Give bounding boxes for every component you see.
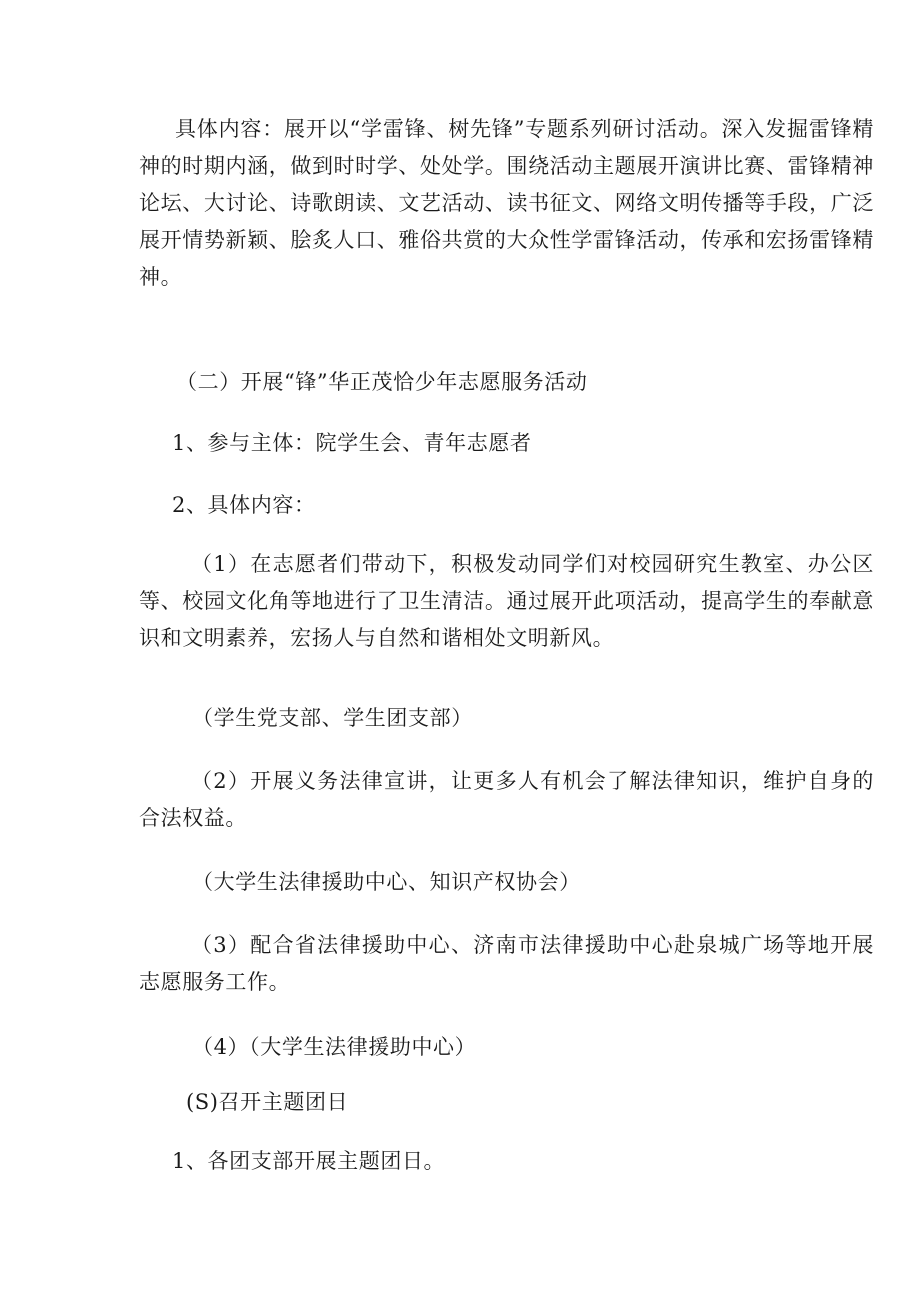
item-theme-day: 1、各团支部开展主题团日。 bbox=[172, 1149, 446, 1173]
item-content-label: 2、具体内容： bbox=[172, 493, 316, 517]
organizer-legal-aid: （大学生法律援助中心、知识产权协会） bbox=[192, 870, 581, 894]
heading-volunteer-activity: （二）开展“锋”华正茂恰少年志愿服务活动 bbox=[176, 370, 588, 394]
item-four: （4）（大学生法律援助中心） bbox=[192, 1035, 477, 1059]
paragraph-cleaning-activity: （1）在志愿者们带动下，积极发动同学们对校园研究生教室、办公区等、校园文化角等地进行了卫生清洁。通过展开此项活动，提高学生的奉献意识和文明素养，宏扬人与自然和谐相处文明新风。 bbox=[139, 552, 874, 650]
item-participants: 1、参与主体：院学生会、青年志愿者 bbox=[172, 431, 532, 455]
paragraph-legal-lecture: （2）开展义务法律宣讲，让更多人有机会了解法律知识，维护自身的合法权益。 bbox=[139, 769, 874, 830]
organizer-party-branch: （学生党支部、学生团支部） bbox=[192, 706, 473, 730]
paragraph-volunteer-service: （3）配合省法律援助中心、济南市法律援助中心赴泉城广场等地开展志愿服务工作。 bbox=[139, 933, 874, 994]
paragraph-lei-feng-content: 具体内容：展开以“学雷锋、树先锋”专题系列研讨活动。深入发掘雷锋精神的时期内涵，做到时时学、处处学。围绕活动主题展开演讲比赛、雷锋精神论坛、大讨论、诗歌朗读、文艺活动、读书征文、网络文明传播等手段，广泛展开情势新颖、脍炙人口、雅俗共赏的大众性学雷锋活动，传承和宏扬雷锋精神。 bbox=[139, 117, 874, 289]
heading-theme-day: (S)召开主题团日 bbox=[186, 1090, 349, 1114]
